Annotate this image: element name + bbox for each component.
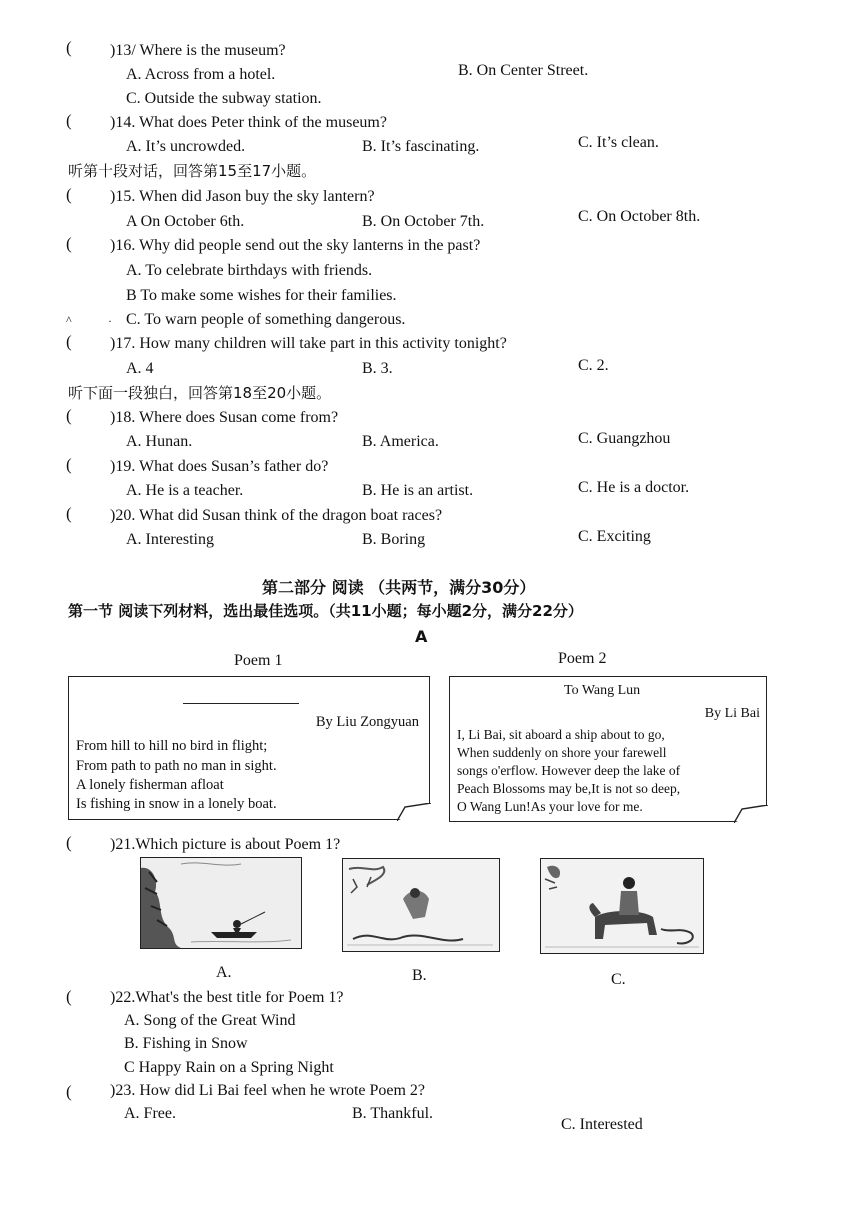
option-b: B. On October 7th.: [362, 213, 485, 230]
option-c: C. It’s clean.: [578, 134, 659, 151]
option-a: A. Across from a hotel.: [126, 66, 276, 83]
poem2-line: Peach Blossoms may be,It is not so deep,: [457, 781, 681, 796]
option-c: C. Guangzhou: [578, 430, 671, 447]
option-b: B. Boring: [362, 531, 426, 548]
question-21: )21.Which picture is about Poem 1?: [110, 836, 341, 853]
dialog-instruction: 听第十段对话，回答第15至17小题。: [68, 162, 317, 180]
option-c: C. He is a doctor.: [578, 479, 690, 496]
poem1-title-blank: [183, 703, 299, 704]
stray-mark: ^: [66, 313, 72, 327]
option-c: C. On October 8th.: [578, 208, 701, 225]
poem2-line: I, Li Bai, sit aboard a ship about to go,: [457, 727, 665, 742]
option-b: B. America.: [362, 433, 439, 450]
option-c: C. Interested: [561, 1116, 643, 1133]
tree-figure-illustration: [343, 859, 499, 951]
option-a: A. Hunan.: [126, 433, 193, 450]
picture-c-rider-on-horse[interactable]: [540, 858, 704, 954]
poem1-author: By Liu Zongyuan: [315, 714, 419, 730]
poem2-author: By Li Bai: [704, 706, 760, 721]
answer-paren: (: [66, 332, 72, 351]
poem2-label: Poem 2: [558, 650, 607, 667]
answer-paren: (: [66, 38, 72, 57]
snow-fisherman-illustration: [141, 858, 301, 948]
question-15: )15. When did Jason buy the sky lantern?: [110, 188, 375, 205]
question-14: )14. What does Peter think of the museum?: [110, 114, 387, 131]
answer-paren: (: [66, 455, 72, 474]
poem2-line: songs o'erflow. However deep the lake of: [457, 763, 681, 778]
option-a: A. Free.: [124, 1105, 176, 1122]
question-17: )17. How many children will take part in this activity tonight?: [110, 335, 507, 352]
poem2-title: To Wang Lun: [564, 683, 641, 698]
question-16: )16. Why did people send out the sky lanterns in the past?: [110, 237, 481, 254]
question-19: )19. What does Susan’s father do?: [110, 458, 329, 475]
option-b: B. It’s fascinating.: [362, 138, 480, 155]
option-a: A. Interesting: [126, 531, 214, 548]
poem1-line: From path to path no man in sight.: [76, 758, 277, 774]
section1-instruction: 第一节 阅读下列材料，选出最佳选项。（共11小题；每小题2分，满分22分）: [68, 602, 583, 620]
option-a: A. Song of the Great Wind: [124, 1012, 296, 1029]
option-c: C. Exciting: [578, 528, 651, 545]
option-c: C. To warn people of something dangerous.: [126, 311, 406, 328]
bullet-dot: ·: [108, 314, 112, 328]
answer-paren: (: [66, 987, 72, 1006]
poem2-box: [449, 676, 767, 822]
option-a: A. To celebrate birthdays with friends.: [126, 262, 373, 279]
poem1-line: Is fishing in snow in a lonely boat.: [76, 796, 277, 812]
picture-a-label: A.: [216, 964, 232, 981]
picture-b-person-by-tree[interactable]: [342, 858, 500, 952]
option-b: B. 3.: [362, 360, 393, 377]
question-22: )22.What's the best title for Poem 1?: [110, 989, 344, 1006]
poem1-line: A lonely fisherman afloat: [76, 777, 224, 793]
option-b: B. Thankful.: [352, 1105, 434, 1122]
poem2-line: O Wang Lun!As your love for me.: [457, 799, 643, 814]
option-a: A. It’s uncrowded.: [126, 138, 246, 155]
option-a: A. 4: [126, 360, 154, 377]
option-b: B. Fishing in Snow: [124, 1035, 248, 1052]
poem1-label: Poem 1: [234, 652, 283, 669]
option-a: A. He is a teacher.: [126, 482, 244, 499]
question-23: )23. How did Li Bai feel when he wrote Poem 2?: [110, 1082, 426, 1099]
option-b: B. On Center Street.: [458, 62, 589, 79]
answer-paren: (: [66, 504, 72, 523]
picture-b-label: B.: [412, 967, 427, 984]
answer-paren: (: [66, 1082, 72, 1101]
question-18: )18. Where does Susan come from?: [110, 409, 339, 426]
option-c: C. 2.: [578, 357, 609, 374]
option-a: A On October 6th.: [126, 213, 245, 230]
page-curl-icon: [734, 805, 768, 823]
horse-rider-illustration: [541, 859, 703, 953]
answer-paren: (: [66, 234, 72, 253]
answer-paren: (: [66, 185, 72, 204]
poem1-line: From hill to hill no bird in flight;: [76, 738, 268, 754]
answer-paren: (: [66, 111, 72, 130]
picture-c-label: C.: [611, 971, 626, 988]
poem1-box: [68, 676, 430, 820]
passage-label: A: [415, 627, 428, 646]
option-c: C Happy Rain on a Spring Night: [124, 1059, 334, 1076]
picture-a-fisherman-in-snow[interactable]: [140, 857, 302, 949]
answer-paren: (: [66, 833, 72, 852]
monologue-instruction: 听下面一段独白，回答第18至20小题。: [68, 384, 332, 402]
question-20: )20. What did Susan think of the dragon boat races?: [110, 507, 443, 524]
page-curl-icon: [397, 803, 431, 821]
option-c: C. Outside the subway station.: [126, 90, 322, 107]
option-b: B. He is an artist.: [362, 482, 474, 499]
option-b: B To make some wishes for their families.: [126, 287, 397, 304]
part2-title: 第二部分 阅读 （共两节，满分30分）: [262, 578, 536, 597]
poem2-line: When suddenly on shore your farewell: [457, 745, 667, 760]
question-13: )13/ Where is the museum?: [110, 42, 286, 59]
answer-paren: (: [66, 406, 72, 425]
